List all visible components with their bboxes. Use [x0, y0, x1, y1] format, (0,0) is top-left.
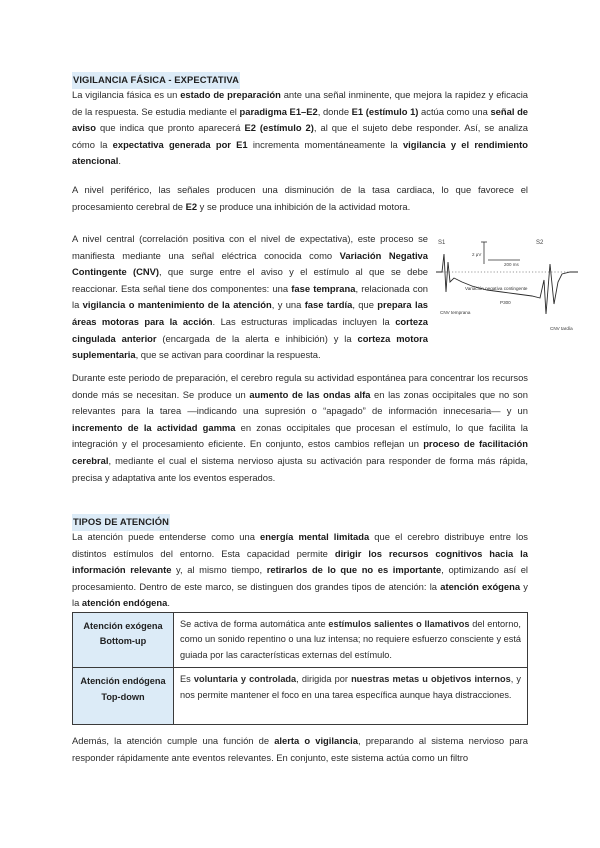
- section-heading-tipos: TIPOS DE ATENCIÓN: [72, 514, 170, 531]
- bold-text: corteza motora suplementaria: [72, 332, 428, 361]
- bold-text: aumento de las ondas alfa: [249, 388, 371, 400]
- attention-types-table: [72, 612, 528, 725]
- bold-text: prepara las áreas motoras para la acción: [72, 299, 429, 327]
- bold-text: paradigma E1–E2: [239, 105, 318, 117]
- body-text: Es: [180, 674, 194, 685]
- body-text: en las zonas occipitales que no son relevantes para la tarea —indicando una supresión o “apagado” de información innecesaria— y un: [72, 388, 528, 417]
- figure-s2-label: S2: [536, 240, 544, 246]
- body-text: La vigilancia fásica es un: [72, 89, 181, 100]
- table-label-subtitle: Bottom-up: [99, 636, 147, 647]
- bold-text: corteza cingulada anterior: [72, 315, 429, 344]
- body-text: La atención puede entenderse como una: [72, 531, 261, 542]
- bold-text: fase temprana: [291, 282, 356, 294]
- body-text: .: [167, 597, 170, 609]
- bold-text: E2: [185, 200, 198, 212]
- table-row: [73, 668, 528, 725]
- body-text: . Las estructuras implicadas incluyen la: [212, 315, 396, 327]
- body-text: , que: [352, 299, 378, 311]
- body-text: Durante este periodo de preparación, el cerebro regula su actividad espontánea para concentrar los recursos donde más se necesitan. Se produce un: [72, 372, 528, 400]
- bold-text: vigilancia o mantenimiento de la atención: [82, 299, 272, 311]
- bold-text: atención endógena: [81, 597, 168, 609]
- paragraph-vigilancia-intro: [72, 87, 528, 170]
- figure-cnv-early-label: CNV temprana: [440, 310, 471, 315]
- body-text: , y nos permite mantener el foco en una tarea específica aunque haya distracciones.: [180, 674, 521, 700]
- table-label-title: Atención endógena: [80, 676, 166, 687]
- paragraph-alerta: [72, 733, 528, 766]
- body-text: , mediante el cual el sistema nervioso ajusta su activación para responder de forma más rápida, precisa y adaptativa ante los eventos esperados.: [72, 454, 528, 483]
- body-text: en zonas occipitales que procesan el estímulo, lo que facilita la integración y el procesamiento eficiente. En conjunto, estos cambios reflejan un: [72, 421, 528, 450]
- body-text: A nivel periférico, las señales producen una disminución de la tasa cardiaca, lo que favorece el procesamiento cerebral de: [72, 184, 528, 212]
- figure-p300-label: P300: [500, 300, 511, 305]
- figure-amplitude-label: 2 μV: [472, 252, 482, 257]
- body-text: (encargada de la alerta e inhibición) y la: [156, 332, 358, 344]
- bold-text: estado de preparación: [180, 89, 281, 100]
- bold-text: estímulos salientes o llamativos: [328, 619, 470, 629]
- bold-text: vigilancia y el rendimiento atencional: [72, 138, 528, 167]
- body-text: y la: [72, 580, 528, 609]
- bold-text: incremento de la actividad gamma: [72, 421, 236, 433]
- table-label-title: Atención exógena: [83, 621, 163, 631]
- body-text: , y una: [271, 299, 305, 311]
- table-label-subtitle: Top-down: [101, 691, 145, 702]
- body-text: , que se activan para coordinar la respuesta.: [135, 349, 321, 361]
- body-text: , dirigida por: [296, 674, 352, 685]
- bold-text: alerta o vigilancia: [274, 735, 358, 746]
- body-text: incrementa momentáneamente la: [247, 138, 403, 150]
- bold-text: dirigir los recursos cognitivos hacia la información relevante: [72, 547, 528, 576]
- bold-text: atención exógena: [440, 580, 521, 592]
- figure-cnv-late-label: CNV tardía: [550, 326, 573, 331]
- body-text: que el cerebro distribuye entre los distintos estímulos del entorno. Esta capacidad permite: [72, 531, 528, 559]
- bold-text: E1 (estímulo 1): [351, 105, 419, 117]
- figure-time-label: 200 ms: [504, 262, 519, 267]
- body-text: Además, la atención cumple una función de: [72, 735, 275, 746]
- body-text: , relacionada con la: [72, 282, 428, 311]
- figure-s1-label: S1: [438, 240, 446, 246]
- body-text: Se activa de forma automática ante: [180, 619, 329, 629]
- cnv-waveform-figure: [432, 234, 582, 352]
- bold-text: retirarlos de lo que no es importante: [266, 564, 442, 576]
- body-text: actúa como una: [418, 105, 491, 117]
- body-text: , preparando al sistema nervioso para responder rápidamente ante eventos relevantes. En conjunto, este sistema actúa como un filtro: [72, 735, 528, 763]
- table-label-cell: [73, 613, 174, 668]
- bold-text: proceso de facilitación cerebral: [72, 438, 528, 466]
- bold-text: nuestras metas u objetivos internos: [351, 674, 511, 685]
- body-text: .: [118, 155, 121, 167]
- bold-text: E2 (estímulo 2): [244, 122, 314, 134]
- body-text: , que surge entre el aviso y el estímulo al que se debe reaccionar. Esta señal tiene dos componentes: una: [72, 266, 428, 294]
- body-text: , optimizando así el procesamiento. Dentro de este marco, se distinguen dos grandes tipos de atención: la: [72, 564, 529, 592]
- body-text: que indica que pronto aparecerá: [95, 122, 245, 134]
- bold-text: fase tardía: [304, 299, 353, 311]
- bold-text: señal de aviso: [72, 105, 529, 134]
- bold-text: voluntaria y controlada: [193, 674, 297, 685]
- body-text: A nivel central (correlación positiva con el nivel de expectativa), este proceso se manifiesta mediante una señal eléctrica conocida como: [72, 233, 428, 261]
- paragraph-preparacion: [72, 370, 528, 486]
- bold-text: expectativa generada por E1: [112, 138, 248, 150]
- bold-text: energía mental limitada: [260, 531, 370, 542]
- body-text: y se produce una inhibición de la actividad motora.: [197, 200, 411, 212]
- body-text: , donde: [317, 105, 352, 117]
- body-text: ante una señal inminente, que mejora la rapidez y eficacia de la respuesta. Se estudia mediante el: [72, 89, 528, 117]
- paragraph-tipos-intro: [72, 529, 528, 612]
- body-text: y, al mismo tiempo,: [171, 564, 267, 576]
- section-heading-vigilancia: VIGILANCIA FÁSICA - EXPECTATIVA: [72, 72, 240, 89]
- table-row: [73, 613, 528, 668]
- body-text: del entorno, como un sonido repentino o una luz intensa; no requiere esfuerzo consciente y está guiada por las características externas del estímulo.: [180, 619, 521, 660]
- bold-text: Variación Negativa Contingente (CNV): [72, 249, 428, 278]
- body-text: , al que el sujeto debe responder. Así, se analiza cómo la: [72, 122, 528, 150]
- paragraph-nivel-central: [72, 231, 428, 364]
- table-description-cell: [174, 613, 528, 668]
- table-description-cell: [174, 668, 528, 725]
- paragraph-nivel-periferico: [72, 182, 528, 215]
- figure-caption: Variación negativa contingente: [465, 286, 528, 291]
- table-label-cell: [73, 668, 174, 725]
